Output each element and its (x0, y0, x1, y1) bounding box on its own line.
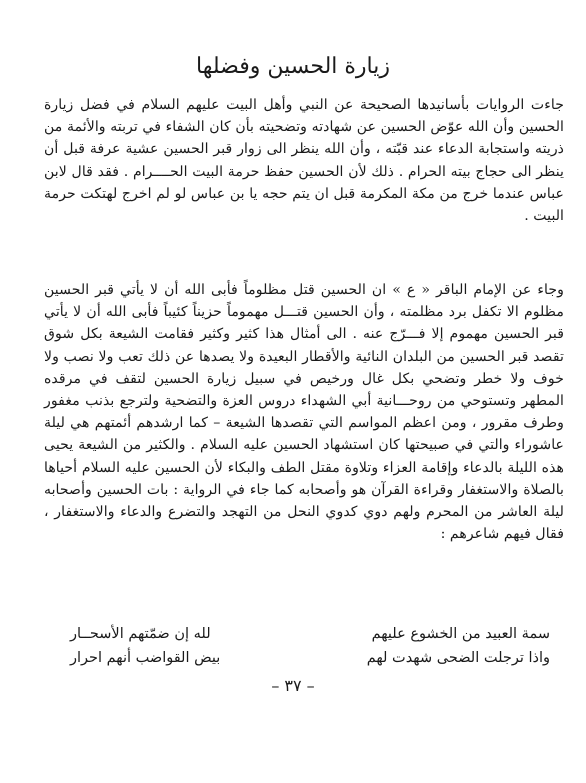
verse-first-hemistich: سمة العبيد من الخشوع عليهم (371, 626, 550, 642)
paragraph-2: وجاء عن الإمام الباقر « ع » ان الحسين قتل مظلوماً فأبى الله أن لا يأتي قبر الحسين مظلوم الا تكفل برد مظلمته ، وأن الحسين قتـــل مهموماً حزيناً كئيباً فأبى الله أن لا يأتي قبر الحسين مهموم إلا فـــرّج عنه . الى أمثال هذا كثير وكثير فقامت الشيعة بكل شوق تقصد قبر الحسين من البلدان النائية والأقطار البعيدة ولا يصدها عن ذلك تعب ولا نصب ولا خوف ولا خطر وتضحي بكل غال ورخيص في سبيل زيارة الحسين لتقف في مرقده المطهر وتستوحي من روحـــانية أبي الشهداء دروس العزة والتضحية ولترجع بذنب مغفور وطرف مقرور ، ومن اعظم المواسم التي تقصدها الشيعة – كما ارشدهم أئمتهم هي ليلة عاشوراء والتي في صبيحتها كان استشهاد الحسين عليه السلام . والكثير من الشيعة يحيى هذه الليلة بالدعاء وإقامة العزاء وتلاوة مقتل الطف والبكاء لأن الحسين عليه السلام أحياها بالصلاة والاستغفار وقراءة القرآن هو وأصحابه كما جاء في الرواية : بات الحسين وأصحابه ليلة العاشر من المحرم ولهم دوي كدوي النحل من التهجد والتضرع والدعاء والاستغفار ، فقال فيهم شاعرهم : (44, 282, 564, 543)
verse-line (70, 622, 550, 646)
page-title: زيارة الحسين وفضلها (196, 54, 390, 79)
paragraph-1: جاءت الروايات بأسانيدها الصحيحة عن النبي وأهل البيت عليهم السلام في فضل زيارة الحسين وأن الله عوّض الحسين عن شهادته وتضحيته بأن كان الشفاء في تربته والأئمة من ذريته واستجابة الدعاء عند قبّته ، وأن الله ينظر الى زوار قبر الحسين عشية عرفة قبل أن ينظر الى حجاج بيته الحرام . ذلك لأن الحسين حفظ حرمة البيت الحــــرام . فقد قال لابن عباس عندما خرج من مكة المكرمة قبل ان يتم حجه يا بن عباس لو لم اخرج لهتكت حرمة البيت . (44, 97, 564, 225)
page-number: – ٣٧ – (271, 676, 315, 695)
poem-verses (70, 622, 550, 670)
verse-first-hemistich: واذا ترجلت الضحى شهدت لهم (366, 650, 550, 666)
verse-second-hemistich: لله إن ضمّتهم الأسحــار (70, 626, 211, 642)
verse-second-hemistich: بيض القواضب أنهم احرار (70, 650, 221, 666)
verse-line (70, 646, 550, 670)
